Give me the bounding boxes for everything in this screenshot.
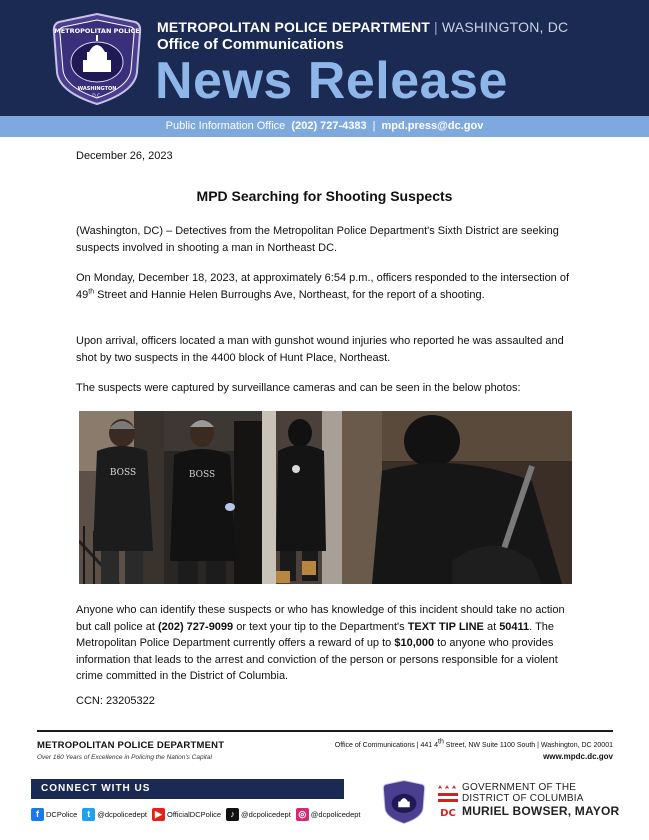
social-links xyxy=(31,806,366,822)
department-city: WASHINGTON, DC xyxy=(441,19,569,35)
p5-part-b: or text your tip to the Department's xyxy=(233,620,408,633)
surveillance-photo-4 xyxy=(342,411,572,584)
social-youtube-label: OfficialDCPolice xyxy=(167,809,222,819)
tiktok-icon: ♪ xyxy=(226,808,239,821)
paragraph-response xyxy=(76,270,576,303)
p2-part-a: On Monday, December 18, 2023, at approximately 6:54 p.m., officers responded to the intersection of 49 xyxy=(76,272,570,301)
gov-line-2: DISTRICT OF COLUMBIA xyxy=(462,793,584,804)
p2-superscript: th xyxy=(88,287,95,295)
surveillance-photo-2 xyxy=(164,411,262,584)
reward-amount: $10,000 xyxy=(394,637,435,649)
masthead xyxy=(0,0,649,116)
mayor-name: MURIEL BOWSER, MAYOR xyxy=(462,804,620,818)
contact-label: Public Information Office xyxy=(165,120,286,132)
footer-address-sup: th xyxy=(438,738,444,746)
paragraph-tip-request xyxy=(76,602,576,685)
social-facebook[interactable] xyxy=(31,808,77,821)
p5-part-d: . The Metropolitan Police Department currently offers a reward of up to xyxy=(76,620,555,649)
footer-address-a: Office of Communications | 441 4 xyxy=(334,742,439,749)
photo-2-shirt-text: BOSS xyxy=(188,470,216,480)
social-facebook-label: DCPolice xyxy=(46,809,78,819)
surveillance-photo-3 xyxy=(262,411,342,584)
department-name: METROPOLITAN POLICE DEPARTMENT xyxy=(157,19,431,35)
contact-email[interactable]: mpd.press@dc.gov xyxy=(381,120,484,132)
contact-phone[interactable]: (202) 727-4383 xyxy=(291,120,367,132)
social-twitter-label: @dcpolicedept xyxy=(97,809,147,819)
gov-line-1: GOVERNMENT OF THE xyxy=(462,782,577,793)
social-tiktok[interactable] xyxy=(226,808,291,821)
tip-code: 50411 xyxy=(499,620,530,633)
footer-address-b: Street, NW Suite 1100 South | Washington, DC 20001 xyxy=(443,742,613,749)
social-twitter[interactable] xyxy=(82,808,147,821)
dc-mark: DC xyxy=(440,808,456,819)
header-separator: | xyxy=(434,19,438,35)
connect-with-us-banner: CONNECT WITH US xyxy=(31,779,344,799)
twitter-icon: t xyxy=(82,808,95,821)
tip-phone-number[interactable]: (202) 727-9099 xyxy=(157,620,234,633)
p2-part-b: Street and Hannie Helen Burroughs Ave, Northeast, for the report of a shooting. xyxy=(94,288,485,301)
paragraph-intro: (Washington, DC) – Detectives from the Metropolitan Police Department's Sixth District are seeking suspects involved in shooting a man in Northeast DC. xyxy=(76,225,559,254)
p5-part-a: Anyone who can identify these suspects or who has knowledge of this incident should take no action but call police at xyxy=(76,604,565,633)
footer-divider xyxy=(37,730,613,732)
paragraph-arrival: Upon arrival, officers located a man with gunshot wound injuries who reported he was assaulted and shot by two suspects in the 4400 block of Hunt Place, Northeast. xyxy=(76,335,564,364)
p5-part-c: at xyxy=(483,620,500,633)
footer-tagline: Over 160 Years of Excellence in Policing the Nation's Capital xyxy=(37,754,212,761)
badge-text-top: METROPOLITAN POLICE xyxy=(54,27,140,35)
social-youtube[interactable] xyxy=(152,808,221,821)
photo-1-shirt-text: BOSS xyxy=(109,468,137,478)
p5-part-e: to anyone who provides information that leads to the arrest and conviction of the person or persons responsible for a violent crime committed in the District of Columbia. xyxy=(76,637,558,682)
department-line xyxy=(157,19,568,35)
headline: MPD Searching for Shooting Suspects xyxy=(196,188,453,204)
facebook-icon: f xyxy=(31,808,44,821)
dc-flag-logo xyxy=(437,783,459,819)
mpd-badge-logo xyxy=(51,12,143,106)
office-name: Office of Communications xyxy=(157,36,344,53)
footer-website-link[interactable]: www.mpdc.dc.gov xyxy=(543,752,613,761)
youtube-icon: ▶ xyxy=(152,808,165,821)
social-instagram-label: @dcpolicedept xyxy=(310,809,361,819)
surveillance-photo-1 xyxy=(79,411,164,584)
text-tip-line: TEXT TIP LINE xyxy=(407,620,484,633)
social-tiktok-label: @dcpolicedept xyxy=(241,809,291,819)
contact-divider: | xyxy=(372,120,376,132)
footer-address xyxy=(334,738,613,749)
badge-text-bottom: WASHINGTON xyxy=(77,86,117,92)
social-instagram[interactable] xyxy=(296,808,361,821)
footer-department-name: METROPOLITAN POLICE DEPARTMENT xyxy=(37,740,225,751)
surveillance-photos xyxy=(79,411,572,584)
contact-bar xyxy=(0,116,649,137)
badge-text-dc: D.C. xyxy=(92,94,102,99)
mpd-small-badge-logo xyxy=(382,779,426,825)
instagram-icon: ◎ xyxy=(296,808,309,821)
news-release-title: News Release xyxy=(155,52,508,110)
paragraph-photos-intro: The suspects were captured by surveillance cameras and can be seen in the below photos: xyxy=(76,382,521,394)
ccn-number: CCN: 23205322 xyxy=(76,695,155,707)
release-date: December 26, 2023 xyxy=(76,150,173,162)
